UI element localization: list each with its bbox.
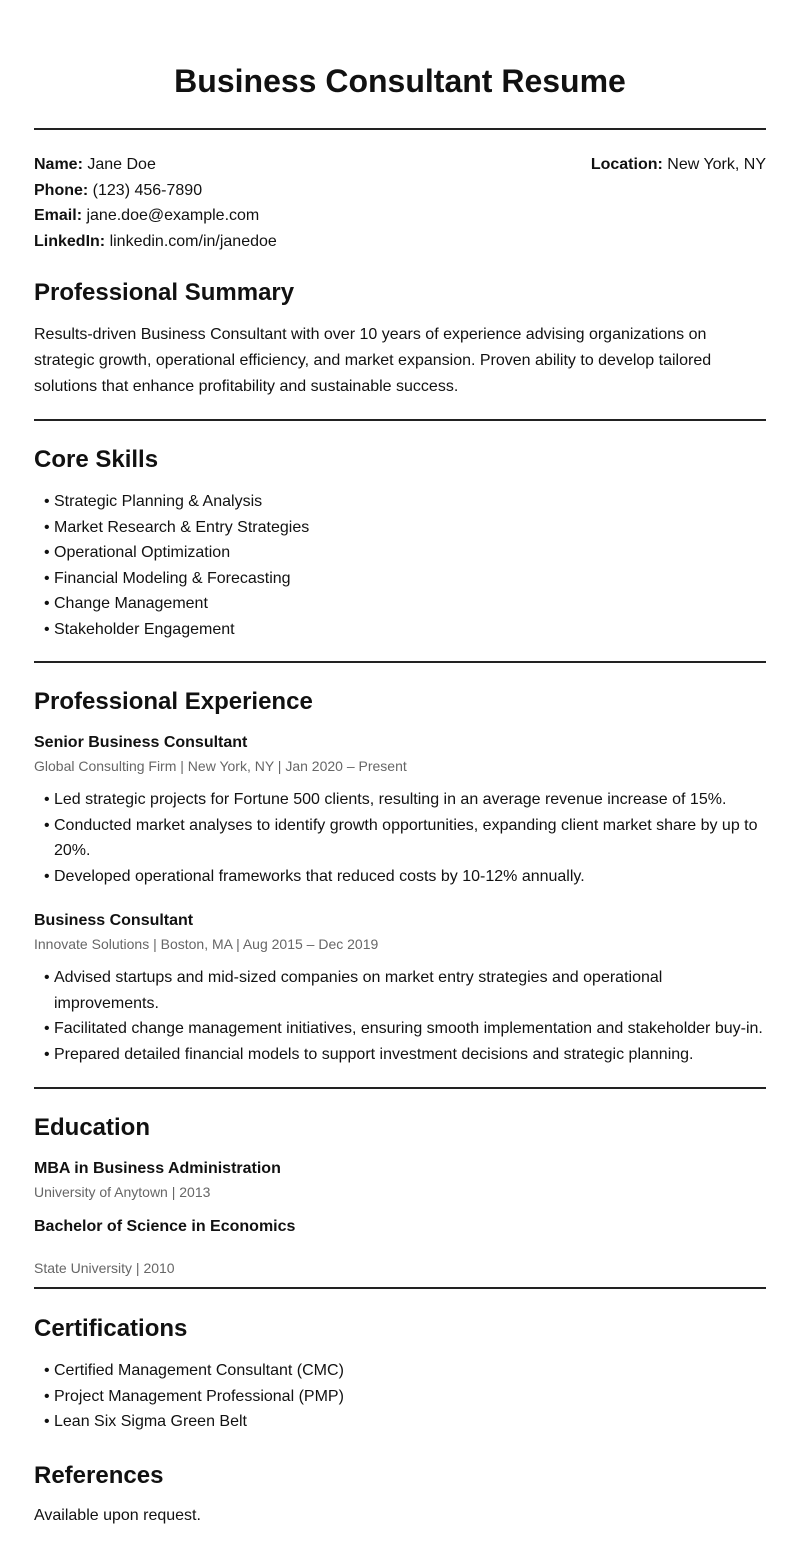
- job-title: Business Consultant: [34, 912, 194, 929]
- job-bullets: [34, 965, 766, 1067]
- linkedin-value: linkedin.com/in/janedoe: [109, 232, 277, 250]
- skills-section: [34, 445, 766, 642]
- section-divider: [34, 419, 766, 421]
- contact-block: [34, 152, 766, 254]
- location-label: Location:: [590, 156, 663, 173]
- job-meta: Global Consulting Firm | New York, NY | Jan 2020 – Present: [34, 758, 407, 774]
- list-item: • Market Research & Entry Strategies: [44, 515, 766, 541]
- list-item: • Stakeholder Engagement: [44, 617, 766, 643]
- certifications-list: [34, 1358, 766, 1435]
- section-divider: [34, 661, 766, 663]
- summary-section: [34, 278, 766, 400]
- name-label: Name:: [34, 156, 83, 173]
- experience-heading: Professional Experience: [34, 688, 313, 715]
- job-meta: Innovate Solutions | Boston, MA | Aug 2015 – Dec 2019: [34, 936, 379, 952]
- list-item: • Operational Optimization: [44, 540, 766, 566]
- degree-meta: State University | 2010: [34, 1260, 175, 1276]
- list-item: • Project Management Professional (PMP): [44, 1384, 766, 1410]
- summary-text: Results-driven Business Consultant with over 10 years of experience advising organizations on strategic growth, operational efficiency, and market expansion. Proven ability to develop tailored solutions that enhance profitability and sustainable success.: [34, 326, 712, 395]
- list-item: • Strategic Planning & Analysis: [44, 489, 766, 515]
- section-divider: [34, 1087, 766, 1089]
- title-divider: [34, 128, 766, 130]
- certifications-heading: Certifications: [34, 1315, 188, 1342]
- references-section: [34, 1461, 766, 1527]
- degree-title: Bachelor of Science in Economics: [34, 1218, 296, 1235]
- job-entry: [34, 911, 766, 1067]
- references-text: Available upon request.: [34, 1506, 201, 1524]
- list-item: • Change Management: [44, 591, 766, 617]
- education-heading: Education: [34, 1114, 151, 1141]
- certifications-section: [34, 1314, 766, 1435]
- list-item: • Advised startups and mid-sized companies on market entry strategies and operational improvements.: [44, 965, 766, 1016]
- phone-label: Phone:: [34, 181, 89, 199]
- email-value: jane.doe@example.com: [86, 207, 260, 224]
- contact-phone: [34, 178, 766, 204]
- page-title: Business Consultant Resume: [174, 63, 626, 99]
- linkedin-label: LinkedIn:: [34, 232, 106, 250]
- degree-title: MBA in Business Administration: [34, 1160, 281, 1177]
- references-heading: References: [34, 1461, 164, 1489]
- education-section: [34, 1113, 766, 1277]
- list-item: • Led strategic projects for Fortune 500 clients, resulting in an average revenue increase of 15%.: [44, 787, 766, 813]
- job-bullets: [34, 787, 766, 889]
- list-item: • Lean Six Sigma Green Belt: [44, 1409, 766, 1435]
- job-entry: [34, 733, 766, 889]
- location-value: New York, NY: [667, 156, 766, 173]
- list-item: • Facilitated change management initiatives, ensuring smooth implementation and stakeholder buy-in.: [44, 1016, 766, 1042]
- list-item: • Prepared detailed financial models to support investment decisions and strategic planning.: [44, 1042, 766, 1068]
- skills-heading: Core Skills: [34, 446, 159, 473]
- email-label: Email:: [34, 207, 83, 224]
- experience-section: [34, 687, 766, 1067]
- name-value: Jane Doe: [87, 156, 156, 173]
- contact-linkedin: [34, 229, 766, 255]
- phone-value: (123) 456-7890: [92, 181, 203, 199]
- contact-email: [34, 203, 766, 229]
- list-item: • Financial Modeling & Forecasting: [44, 566, 766, 592]
- skills-list: [34, 489, 766, 642]
- summary-heading: Professional Summary: [34, 279, 295, 306]
- section-divider: [34, 1287, 766, 1289]
- job-title: Senior Business Consultant: [34, 734, 248, 751]
- degree-meta: University of Anytown | 2013: [34, 1184, 211, 1200]
- list-item: • Certified Management Consultant (CMC): [44, 1358, 766, 1384]
- list-item: • Developed operational frameworks that reduced costs by 10-12% annually.: [44, 864, 766, 890]
- contact-location: [591, 152, 766, 178]
- list-item: • Conducted market analyses to identify growth opportunities, expanding client market share by up to 20%.: [44, 813, 766, 864]
